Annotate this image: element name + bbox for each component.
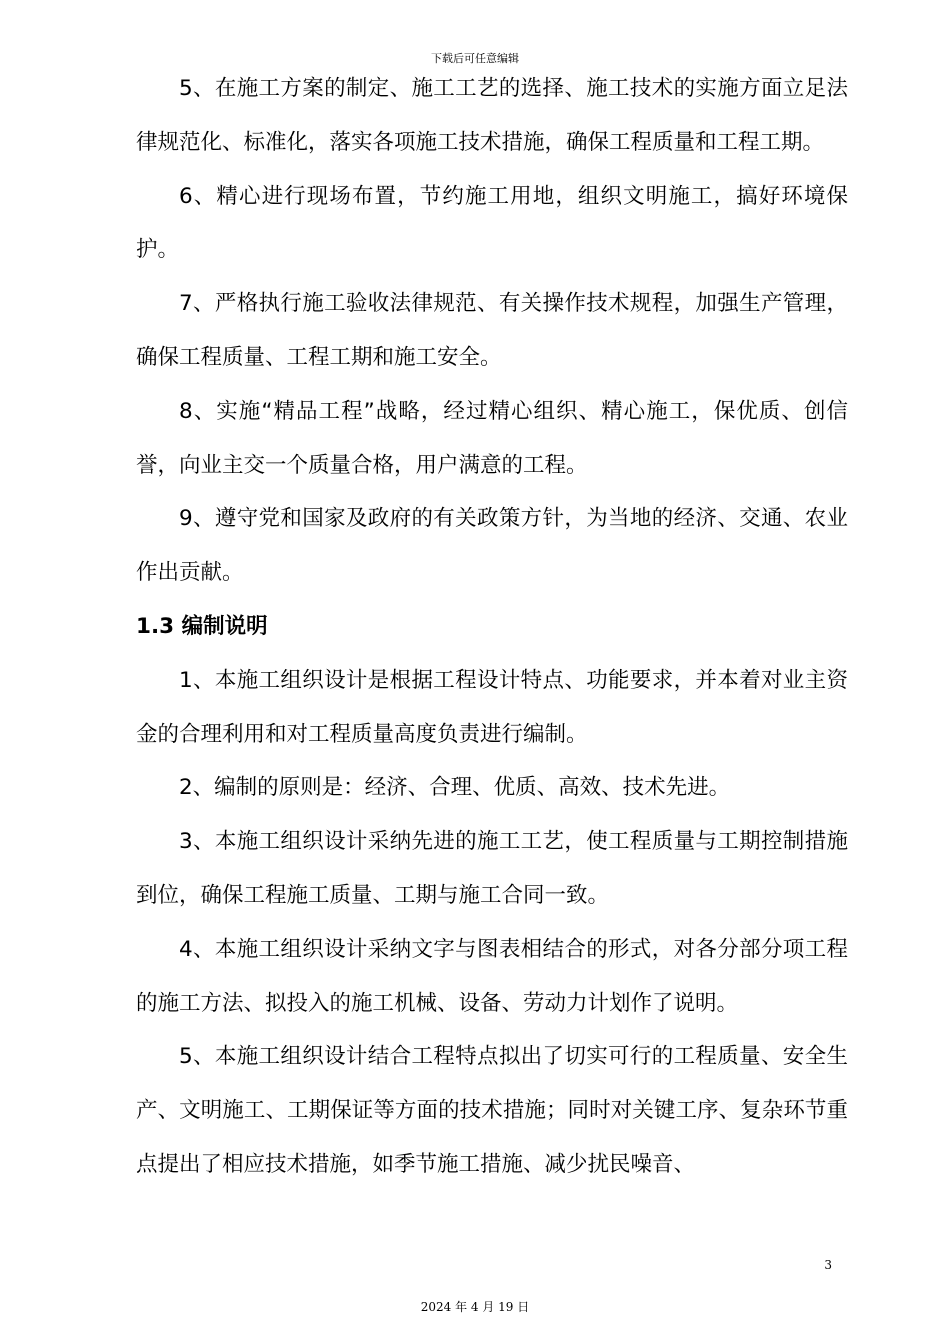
paragraph-item-5-top: 5、在施工方案的制定、施工工艺的选择、施工技术的实施方面立足法律规范化、标准化，落实各项施工技术措施，确保工程质量和工程工期。 [136, 76, 848, 155]
paragraph-item-6: 6、精心进行现场布置，节约施工用地，组织文明施工，搞好环境保护。 [136, 183, 848, 263]
paragraph-item-4: 4、本施工组织设计采纳文字与图表相结合的形式，对各分部分项工程的施工方法、拟投入的施工机械、设备、劳动力计划作了说明。 [136, 936, 848, 1016]
paragraph-item-1: 1、本施工组织设计是根据工程设计特点、功能要求，并本着对业主资金的合理利用和对工程质量高度负责进行编制。 [136, 667, 848, 747]
paragraph-item-7: 7、严格执行施工验收法律规范、有关操作技术规程，加强生产管理，确保工程质量、工程工期和施工安全。 [136, 291, 848, 370]
page-number: 3 [824, 1258, 832, 1272]
paragraph-item-5-bottom: 5、本施工组织设计结合工程特点拟出了切实可行的工程质量、安全生产、文明施工、工期保证等方面的技术措施；同时对关键工序、复杂环节重点提出了相应技术措施，如季节施工措施、减少扰民噪音、 [136, 1044, 848, 1177]
document-body [136, 62, 848, 1192]
footer-date: 2024 年 4 月 19 日 [420, 1300, 530, 1314]
paragraph-item-3: 3、本施工组织设计采纳先进的施工工艺，使工程质量与工期控制措施到位，确保工程施工质量、工期与施工合同一致。 [136, 829, 848, 908]
paragraph-item-9: 9、遵守党和国家及政府的有关政策方针，为当地的经济、交通、农业作出贡献。 [136, 506, 848, 586]
paragraph-item-2: 2、编制的原则是：经济、合理、优质、高效、技术先进。 [179, 775, 731, 801]
paragraph-item-8: 8、实施“精品工程”战略，经过精心组织、精心施工，保优质、创信誉，向业主交一个质量合格，用户满意的工程。 [136, 398, 848, 478]
header-note: 下载后可任意编辑 [431, 52, 519, 65]
section-heading: 1.3 编制说明 [136, 613, 268, 639]
